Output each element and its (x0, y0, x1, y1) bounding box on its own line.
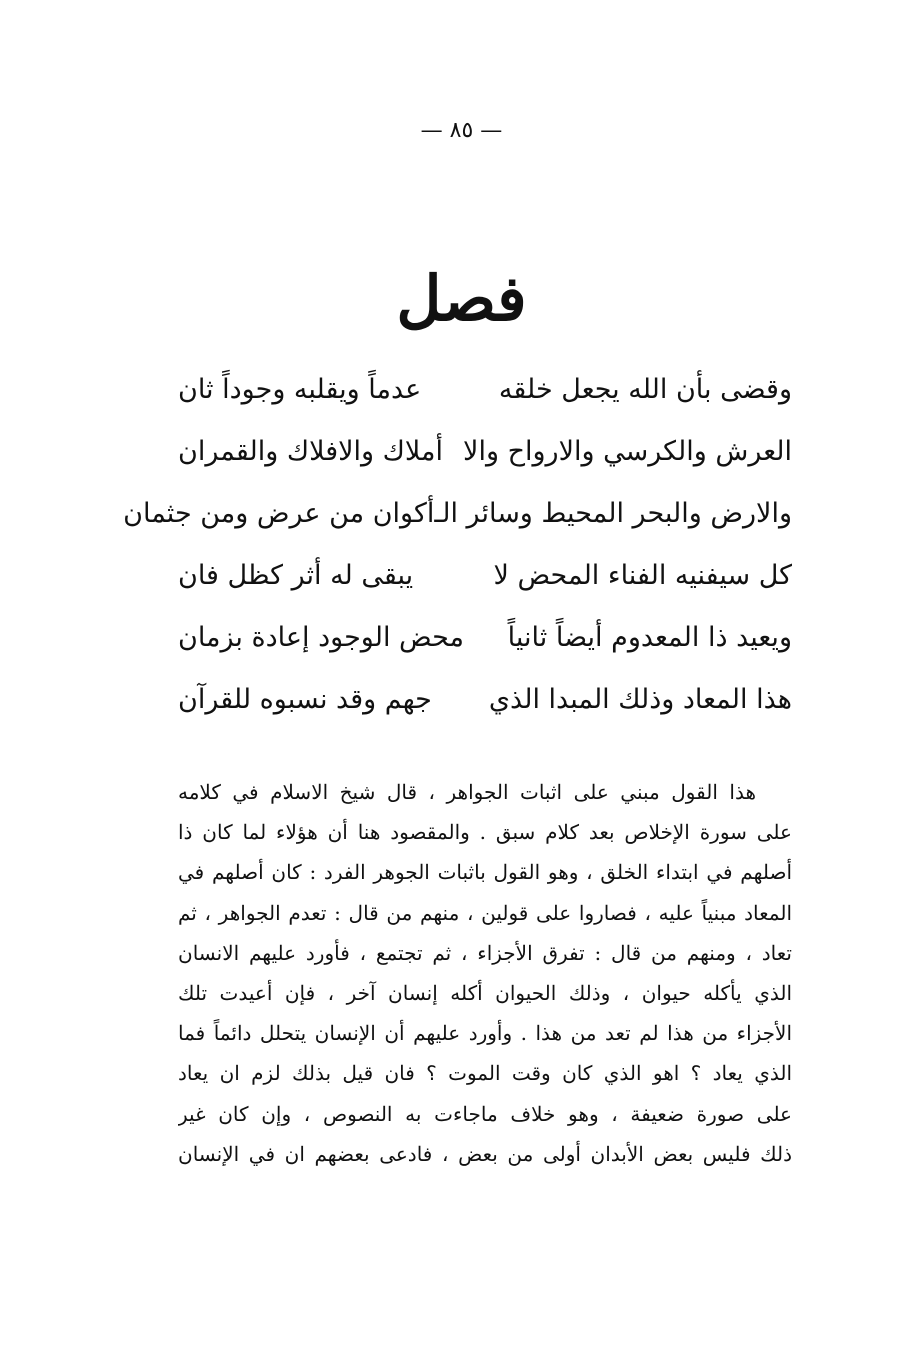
verse-second-hemistich: أكوان من عرض ومن جثمان (123, 498, 435, 529)
paragraph-line: هذا القول مبني على اثبات الجواهر ، قال شيخ الاسلام في كلامه (178, 780, 756, 804)
paragraph-line: المعاد مبنياً عليه ، فصاروا على قولين ، منهم من قال : تعدم الجواهر ، ثم (178, 900, 792, 925)
page-number: — ٨٥ — (420, 118, 503, 143)
poem-verse (178, 558, 792, 620)
verse-first-hemistich: ويعيد ذا المعدوم أيضاً ثانياً (507, 622, 792, 653)
verse-second-hemistich: عدماً ويقلبه وجوداً ثان (178, 374, 422, 405)
section-title: فصل (396, 262, 527, 335)
poem-verse (123, 496, 792, 558)
verse-second-hemistich: محض الوجود إعادة بزمان (178, 622, 464, 653)
verse-second-hemistich: يبقى له أثر كظل فان (178, 560, 414, 591)
verse-first-hemistich: وقضى بأن الله يجعل خلقه (498, 374, 792, 405)
paragraph-line: الأجزاء من هذا لم تعد من هذا . وأورد عليهم أن الإنسان يتحلل دائماً فما (178, 1021, 792, 1046)
poem-verse (178, 372, 792, 434)
paragraph-line: على صورة ضعيفة ، وهو خلاف ماجاءت به النصوص ، وإن كان غير (178, 1101, 792, 1126)
commentary-paragraph (178, 772, 792, 1174)
verse-second-hemistich: جهم وقد نسبوه للقرآن (178, 684, 432, 715)
poem-verse (178, 434, 792, 496)
verse-second-hemistich: أملاك والافلاك والقمران (178, 436, 443, 467)
paragraph-line: أصلهم في ابتداء الخلق ، وهو القول باثبات الجوهر الفرد : كان أصلهم في (178, 860, 792, 885)
poem-verse (178, 682, 792, 744)
verse-first-hemistich: والارض والبحر المحيط وسائر الـ (434, 498, 792, 529)
paragraph-line: تعاد ، ومنهم من قال : تفرق الأجزاء ، ثم تجتمع ، فأورد عليهم الانسان (178, 940, 792, 965)
verse-first-hemistich: كل سيفنيه الفناء المحض لا (493, 560, 792, 591)
paragraph-line: الذي يعاد ؟ اهو الذي كان وقت الموت ؟ فان قيل بذلك لزم ان يعاد (178, 1061, 792, 1086)
verse-first-hemistich: هذا المعاد وذلك المبدا الذي (488, 684, 792, 715)
paragraph-line: ذلك فليس بعض الأبدان أولى من بعض ، فادعى بعضهم ان في الإنسان (178, 1141, 792, 1166)
paragraph-line: الذي يأكله حيوان ، وذلك الحيوان أكله إنسان آخر ، فإن أعيدت تلك (178, 980, 792, 1005)
verse-first-hemistich: العرش والكرسي والارواح والا (463, 436, 792, 467)
poem-verse (178, 620, 792, 682)
paragraph-line: على سورة الإخلاص بعد كلام سبق . والمقصود هنا أن هؤلاء لما كان ذا (178, 820, 792, 845)
poem (123, 372, 792, 744)
